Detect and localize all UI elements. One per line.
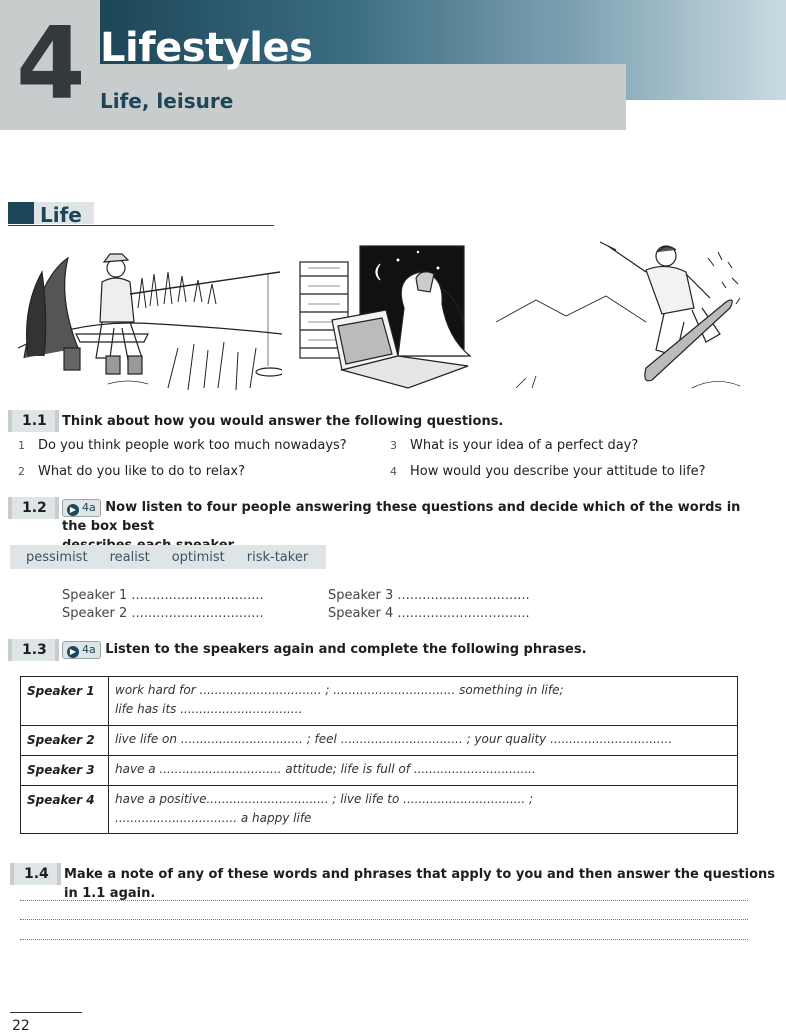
phrase-line: work hard for ................................ ; ................................ something in life; [115, 683, 564, 697]
exercise-1-3-label [8, 639, 59, 661]
page-number: 22 [12, 1018, 30, 1034]
question-2 [18, 463, 245, 481]
question-number: 3 [390, 439, 397, 452]
exercise-1-2-label [8, 497, 59, 519]
phrase-line: have a ................................ attitude; life is full of ................................ [115, 762, 536, 776]
audio-track-button[interactable] [62, 499, 101, 517]
question-text: What is your idea of a perfect day? [410, 438, 639, 453]
phrase-cell[interactable] [109, 756, 738, 786]
speaker-3-blank[interactable]: Speaker 3 ................................ [328, 588, 530, 603]
office-worker-illustration [298, 238, 478, 396]
exercise-1-3-instruction [62, 640, 587, 659]
question-text: What do you like to do to relax? [38, 464, 245, 479]
exercise-1-1-label [8, 410, 59, 432]
section-marker [8, 202, 34, 224]
footer-rule [10, 1012, 82, 1013]
section-title: Life [40, 203, 82, 227]
speaker-cell: Speaker 3 [21, 756, 109, 786]
exercise-number: 1.1 [8, 410, 59, 432]
speaker-1-blank[interactable]: Speaker 1 ................................ [62, 588, 264, 603]
unit-number: 4 [16, 5, 82, 122]
exercise-number: 1.3 [8, 639, 59, 661]
question-text: Do you think people work too much nowadays? [38, 438, 347, 453]
answer-line[interactable] [20, 919, 748, 920]
audio-track-button[interactable] [62, 641, 101, 659]
fisherman-illustration [18, 238, 282, 396]
exercise-1-1-instruction: Think about how you would answer the following questions. [62, 414, 504, 429]
section-heading [8, 202, 274, 226]
unit-subtitle: Life, leisure [100, 89, 234, 113]
speaker-4-blank[interactable]: Speaker 4 ................................ [328, 606, 530, 621]
exercise-1-4-instruction: Make a note of any of these words and phrases that apply to you and then answer the questions in 1.1 again. [64, 867, 776, 901]
speaker-cell: Speaker 4 [21, 786, 109, 834]
exercise-number: 1.2 [8, 497, 59, 519]
audio-track-number: 4a [82, 500, 96, 514]
question-number: 2 [18, 465, 25, 478]
phrase-cell[interactable] [109, 677, 738, 726]
unit-title: Lifestyles [100, 25, 313, 71]
word-risk-taker: risk-taker [246, 549, 309, 565]
word-realist: realist [109, 549, 150, 565]
question-number: 4 [390, 465, 397, 478]
word-optimist: optimist [171, 549, 225, 565]
word-pessimist: pessimist [26, 549, 88, 565]
speaker-cell: Speaker 2 [21, 726, 109, 756]
instruction-line-1: Now listen to four people answering these questions and decide which of the words in the box best [62, 500, 741, 534]
speaker-2-blank[interactable]: Speaker 2 ................................ [62, 606, 264, 621]
instruction-text: Listen to the speakers again and complete the following phrases. [105, 642, 587, 657]
table-row [21, 786, 738, 834]
table-row [21, 756, 738, 786]
speaker-cell: Speaker 1 [21, 677, 109, 726]
question-3 [390, 437, 638, 455]
audio-icon: ▶ [67, 504, 79, 516]
table-row [21, 677, 738, 726]
unit-banner [0, 0, 786, 130]
question-text: How would you describe your attitude to life? [410, 464, 706, 479]
phrase-cell[interactable] [109, 726, 738, 756]
exercise-number: 1.4 [10, 863, 61, 885]
phrase-line: live life on ................................ ; feel ................................ ; your quality ................................ [115, 732, 673, 746]
phrase-line: have a positive................................ ; live life to ................................ ; [115, 792, 534, 806]
question-4 [390, 463, 706, 481]
audio-icon: ▶ [67, 646, 79, 658]
answer-line[interactable] [20, 900, 748, 901]
phrases-table [20, 676, 738, 834]
phrase-cell[interactable] [109, 786, 738, 834]
table-row [21, 726, 738, 756]
answer-line[interactable] [20, 939, 748, 940]
word-box [10, 545, 326, 569]
audio-track-number: 4a [82, 642, 96, 656]
phrase-line: life has its ................................ [115, 702, 303, 716]
snowboarder-illustration [496, 238, 752, 396]
exercise-1-4-label [10, 863, 61, 885]
question-number: 1 [18, 439, 25, 452]
phrase-line: ................................ a happy life [115, 811, 312, 825]
question-1 [18, 437, 347, 455]
